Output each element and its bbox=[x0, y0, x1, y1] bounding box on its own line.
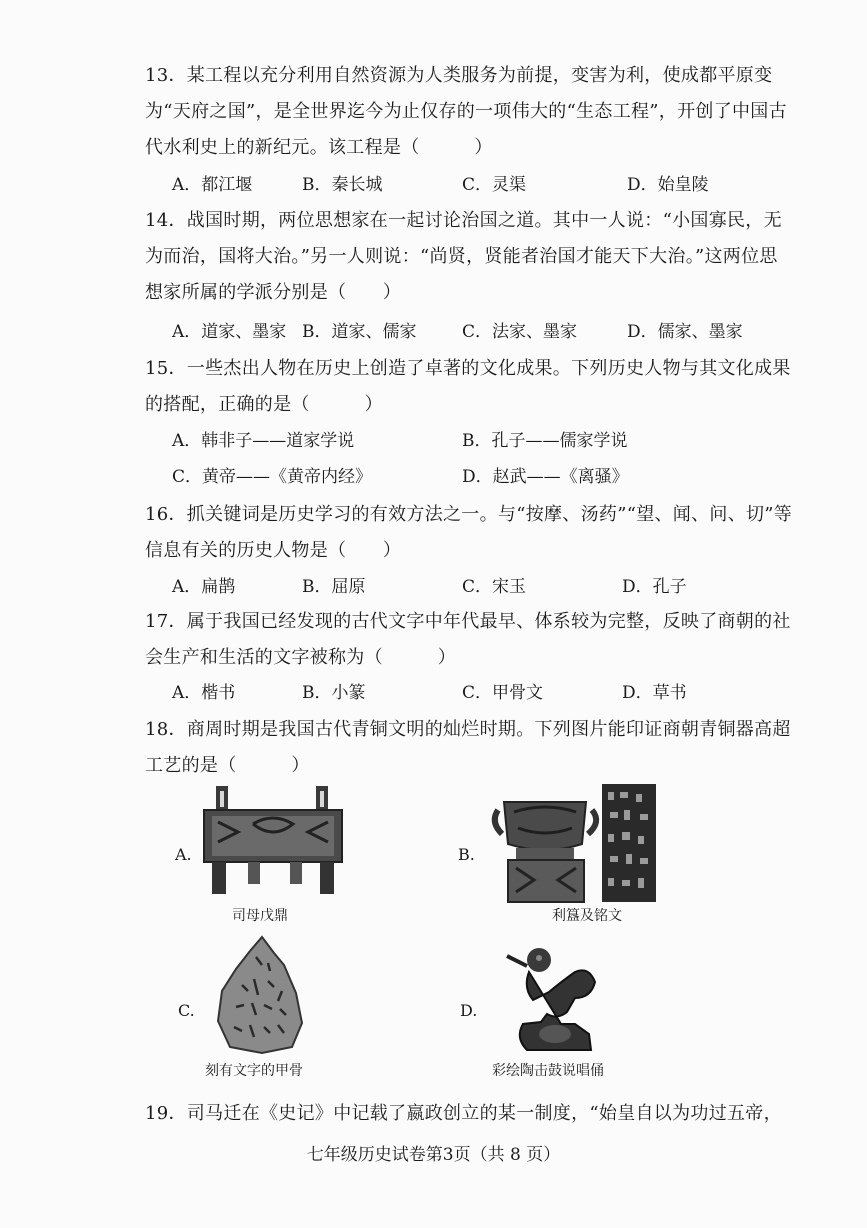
image-option-d[interactable] bbox=[505, 942, 615, 1054]
question-16-stem: 16．抓关键词是历史学习的有效方法之一。与“按摩、汤药”“望、闻、问、切”等信息有关的历史人物是（ ） bbox=[145, 504, 793, 561]
question-15-options-row1 bbox=[172, 423, 792, 459]
image-option-b[interactable] bbox=[490, 782, 660, 907]
bronze-ding-icon bbox=[198, 782, 348, 902]
question-14-stem: 14．战国时期，两位思想家在一起讨论治国之道。其中一人说：“小国寡民，无为而治，国将大治。”另一人则说：“尚贤，贤能者治国才能天下大治。”这两位思想家所属的学派分别是（ ） bbox=[145, 210, 782, 303]
question-17-options bbox=[172, 675, 792, 711]
image-option-c-caption: 刻有文字的甲骨 bbox=[205, 1063, 303, 1079]
option-d[interactable]: D．孔子 bbox=[622, 577, 687, 597]
option-c[interactable]: C．甲骨文 bbox=[462, 683, 544, 703]
image-option-c[interactable] bbox=[212, 935, 312, 1055]
option-a[interactable]: A．都江堰 bbox=[172, 175, 253, 195]
option-d[interactable]: D．始皇陵 bbox=[627, 175, 709, 195]
option-d[interactable]: D．草书 bbox=[622, 683, 687, 703]
image-option-d-letter: D. bbox=[460, 1001, 478, 1020]
image-option-a[interactable] bbox=[198, 782, 348, 902]
option-b[interactable]: B．孔子——儒家学说 bbox=[462, 431, 628, 451]
image-option-a-caption: 司母戊鼎 bbox=[232, 908, 288, 924]
image-option-c-letter: C. bbox=[178, 1001, 195, 1020]
question-14-options bbox=[172, 314, 792, 350]
question-19-stem: 19．司马迁在《史记》中记载了嬴政创立的某一制度，“始皇自以为功过五帝， bbox=[145, 1103, 782, 1124]
question-18-stem: 18．商周时期是我国古代青铜文明的灿烂时期。下列图片能印证商朝青铜器高超工艺的是（ ） bbox=[145, 719, 791, 776]
image-option-a-letter: A. bbox=[175, 845, 192, 864]
option-b[interactable]: B．屈原 bbox=[302, 577, 366, 597]
question-16-options bbox=[172, 569, 792, 605]
option-c[interactable]: C．黄帝——《黄帝内经》 bbox=[172, 467, 373, 487]
option-c[interactable]: C．法家、墨家 bbox=[462, 322, 578, 342]
option-a[interactable]: A．楷书 bbox=[172, 683, 236, 703]
bronze-gui-icon bbox=[490, 782, 660, 907]
option-d[interactable]: D．儒家、墨家 bbox=[627, 322, 743, 342]
option-b[interactable]: B．秦长城 bbox=[302, 175, 383, 195]
question-15-stem: 15．一些杰出人物在历史上创造了卓著的文化成果。下列历史人物与其文化成果的搭配，正确的是（ ） bbox=[145, 358, 791, 415]
option-b[interactable]: B．道家、儒家 bbox=[302, 322, 417, 342]
question-13-options bbox=[172, 167, 792, 203]
image-option-b-letter: B. bbox=[458, 845, 475, 864]
question-15-options-row2 bbox=[172, 459, 792, 495]
image-option-d-caption: 彩绘陶击鼓说唱俑 bbox=[492, 1063, 604, 1079]
oracle-bone-icon bbox=[212, 935, 312, 1055]
option-c[interactable]: C．灵渠 bbox=[462, 175, 527, 195]
option-d[interactable]: D．赵武——《离骚》 bbox=[462, 467, 629, 487]
option-a[interactable]: A．韩非子——道家学说 bbox=[172, 431, 355, 451]
option-a[interactable]: A．道家、墨家 bbox=[172, 322, 287, 342]
option-a[interactable]: A．扁鹊 bbox=[172, 577, 236, 597]
question-17-stem: 17．属于我国已经发现的古代文字中年代最早、体系较为完整，反映了商朝的社会生产和生活的文字被称为（ ） bbox=[145, 611, 791, 668]
page-footer: 七年级历史试卷第3页（共 8 页） bbox=[306, 1145, 561, 1165]
option-b[interactable]: B．小篆 bbox=[302, 683, 366, 703]
question-13-stem: 13．某工程以充分利用自然资源为人类服务为前提，变害为利，使成都平原变为“天府之国”，是全世界迄今为止仅存的一项伟大的“生态工程”，开创了中国古代水利史上的新纪元。该工程是（ ） bbox=[145, 65, 787, 158]
pottery-figure-icon bbox=[505, 942, 615, 1054]
option-c[interactable]: C．宋玉 bbox=[462, 577, 527, 597]
image-option-b-caption: 利簋及铭文 bbox=[552, 908, 622, 924]
